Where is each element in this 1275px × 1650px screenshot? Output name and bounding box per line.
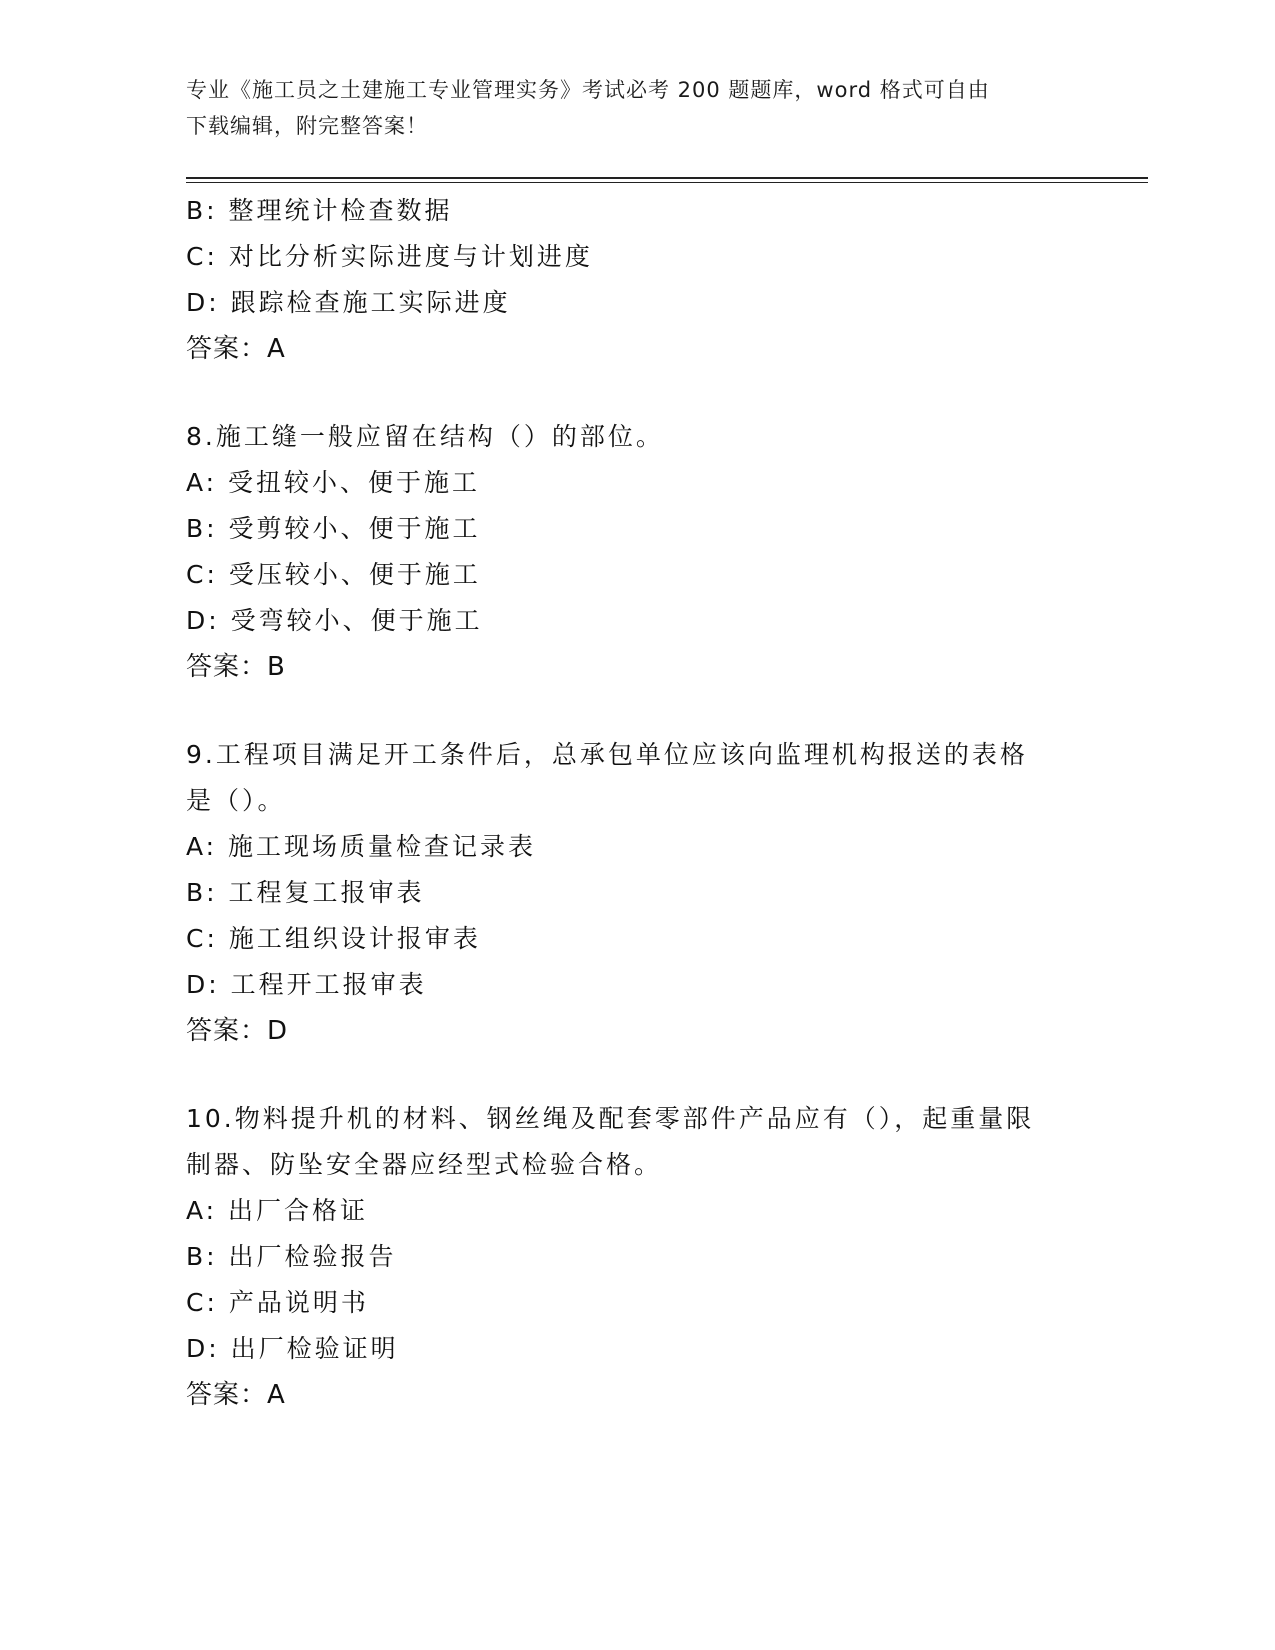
option-d: D: 受弯较小、便于施工: [186, 606, 483, 635]
question-text-continued: 是（）。: [186, 786, 286, 815]
option-d: D: 工程开工报审表: [186, 970, 427, 999]
header-line-2: 下载编辑，附完整答案！: [186, 114, 428, 138]
question-text-continued: 制器、防坠安全器应经型式检验合格。: [186, 1150, 663, 1179]
answer-line: 答案：A: [186, 334, 286, 364]
answer-line: 答案：B: [186, 652, 286, 682]
question-text: 10.物料提升机的材料、钢丝绳及配套零部件产品应有（），起重量限: [186, 1104, 1035, 1133]
option-c: C: 产品说明书: [186, 1288, 369, 1317]
question-text: 8.施工缝一般应留在结构（）的部位。: [186, 422, 664, 451]
header-divider-thick: [186, 177, 1148, 179]
answer-line: 答案：D: [186, 1016, 289, 1046]
option-b: B: 出厂检验报告: [186, 1242, 397, 1271]
answer-line: 答案：A: [186, 1380, 286, 1410]
question-list: [186, 188, 1086, 1418]
option-d: D: 出厂检验证明: [186, 1334, 399, 1363]
option-d: D: 跟踪检查施工实际进度: [186, 288, 511, 317]
question-block: [186, 188, 1086, 372]
option-a: A: 受扭较小、便于施工: [186, 468, 481, 497]
option-b: B: 工程复工报审表: [186, 878, 425, 907]
header-line-1: 专业《施工员之土建施工专业管理实务》考试必考 200 题题库，word 格式可自由: [186, 78, 990, 102]
option-a: A: 施工现场质量检查记录表: [186, 832, 537, 861]
document-header: [186, 72, 1066, 144]
option-b: B: 受剪较小、便于施工: [186, 514, 481, 543]
question-block: [186, 732, 1086, 1054]
question-block: [186, 1096, 1086, 1418]
question-block: [186, 414, 1086, 690]
option-c: C: 受压较小、便于施工: [186, 560, 481, 589]
question-text: 9.工程项目满足开工条件后，总承包单位应该向监理机构报送的表格: [186, 740, 1028, 769]
header-divider-thin: [186, 182, 1148, 183]
option-a: A: 出厂合格证: [186, 1196, 369, 1225]
option-c: C: 对比分析实际进度与计划进度: [186, 242, 593, 271]
option-c: C: 施工组织设计报审表: [186, 924, 481, 953]
option-b: B: 整理统计检查数据: [186, 196, 453, 225]
